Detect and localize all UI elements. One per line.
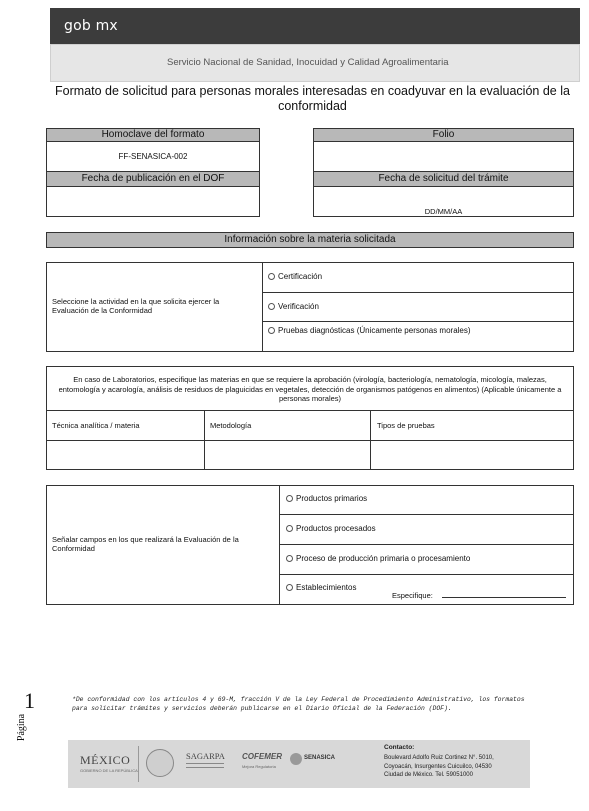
option-productos-procesados[interactable]: [286, 524, 376, 533]
fecha-sol-value: DD/MM/AA: [424, 207, 463, 216]
footer-banner: [68, 740, 530, 788]
tecnica-input[interactable]: [47, 441, 204, 469]
fecha-pub-field[interactable]: [46, 186, 260, 217]
mexico-logo-sub: GOBIERNO DE LA REPÚBLICA: [80, 768, 138, 773]
actividad-label: Seleccione la actividad en la que solicita ejercer la Evaluación de la Conformidad: [52, 297, 220, 315]
radio-icon: [268, 303, 275, 310]
section-header: Información sobre la materia solicitada: [46, 232, 574, 248]
folio-header: Folio: [313, 128, 574, 142]
contact-line: Ciudad de México. Tel. 59051000: [384, 772, 473, 778]
option-establecimientos[interactable]: [286, 583, 356, 592]
option-productos-primarios[interactable]: [286, 494, 367, 503]
option-label: Productos procesados: [296, 524, 376, 533]
option-label: Establecimientos: [296, 583, 357, 592]
metodologia-input[interactable]: [205, 441, 370, 469]
gobmx-logo: gob mx: [64, 18, 118, 34]
campos-label: Señalar campos en los que realizará la Evaluación de la Conformidad: [52, 535, 239, 553]
option-label: Certificación: [278, 272, 323, 281]
divider: [262, 262, 263, 352]
radio-icon: [268, 273, 275, 280]
contact-title: Contacto:: [384, 744, 415, 751]
fecha-sol-header: Fecha de solicitud del trámite: [313, 171, 574, 187]
especifique-label: Especifique:: [392, 591, 433, 600]
page-number: 1: [24, 688, 35, 713]
footnote: *De conformidad con los artículos 4 y 69-M, fracción V de la Ley Federal de Procedimiento Administrativo, los formatos para solicitar trámites y servicios deberán publicarse en el Diario Oficial de la Federación (DOF).: [72, 696, 525, 712]
especifique-input[interactable]: [442, 597, 566, 598]
page-indicator: [14, 688, 44, 748]
option-pruebas[interactable]: [268, 326, 471, 335]
column-header: Tipos de pruebas: [377, 421, 435, 430]
senasica-icon: [290, 753, 302, 765]
fecha-pub-header: Fecha de publicación en el DOF: [46, 171, 260, 187]
sagarpa-logo-line: [186, 767, 224, 768]
agency-bar: [50, 44, 580, 82]
radio-icon: [286, 495, 293, 502]
senasica-logo: SENASICA: [304, 755, 336, 761]
homoclave-field[interactable]: [46, 141, 260, 172]
divider: [138, 746, 139, 782]
divider: [262, 292, 574, 293]
radio-icon: [268, 327, 275, 334]
tipos-pruebas-input[interactable]: [371, 441, 573, 469]
divider: [279, 485, 280, 605]
homoclave-value: FF-SENASICA-002: [118, 152, 188, 161]
sagarpa-logo: SAGARPA: [186, 751, 225, 761]
folio-field[interactable]: [313, 141, 574, 172]
option-label: Proceso de producción primaria o procesamiento: [296, 554, 471, 563]
option-verificacion[interactable]: [268, 302, 319, 311]
radio-icon: [286, 525, 293, 532]
top-bar: [50, 8, 580, 44]
option-label: Pruebas diagnósticas (Únicamente personas morales): [278, 326, 471, 335]
option-certificacion[interactable]: [268, 272, 322, 281]
divider: [279, 514, 574, 515]
cofemer-logo: COFEMER: [242, 752, 282, 761]
eagle-seal-icon: [146, 749, 174, 777]
divider: [262, 321, 574, 322]
divider: [279, 544, 574, 545]
agency-name: Servicio Nacional de Sanidad, Inocuidad y Calidad Agroalimentaria: [167, 57, 449, 68]
laboratorios-text: En caso de Laboratorios, especifique las materias en que se requiere la aprobación (virología, bacteriología, nematología, micología, malezas, entomología y acarología, análisis de residuos de plaguicidas en vegetales, detección de organismos patógenos en alimentos) (Aplicable únicamente a personas morales): [58, 375, 562, 403]
option-label: Productos primarios: [296, 494, 368, 503]
column-header: Metodología: [210, 421, 252, 430]
divider: [46, 410, 574, 411]
column-header: Técnica analítica / materia: [52, 421, 140, 430]
divider: [279, 574, 574, 575]
contact-line: Boulevard Adolfo Ruiz Cortinez N°. 5010,: [384, 755, 494, 761]
homoclave-header: Homoclave del formato: [46, 128, 260, 142]
option-label: Verificación: [278, 302, 319, 311]
radio-icon: [286, 584, 293, 591]
fecha-sol-field[interactable]: [313, 186, 574, 217]
radio-icon: [286, 555, 293, 562]
sagarpa-logo-line: [186, 763, 224, 764]
contact-line: Coyoacán, Insurgentes Cuicuilco, 04530: [384, 763, 492, 770]
contact-info: [384, 754, 494, 780]
option-proceso-produccion[interactable]: [286, 554, 470, 563]
page-label: Página: [16, 713, 28, 742]
mexico-logo: MÉXICO: [80, 753, 131, 767]
cofemer-logo-sub: Mejora Regulatoria: [242, 764, 276, 769]
document-title: Formato de solicitud para personas morales interesadas en coadyuvar en la evaluación de la conformidad: [55, 84, 570, 113]
